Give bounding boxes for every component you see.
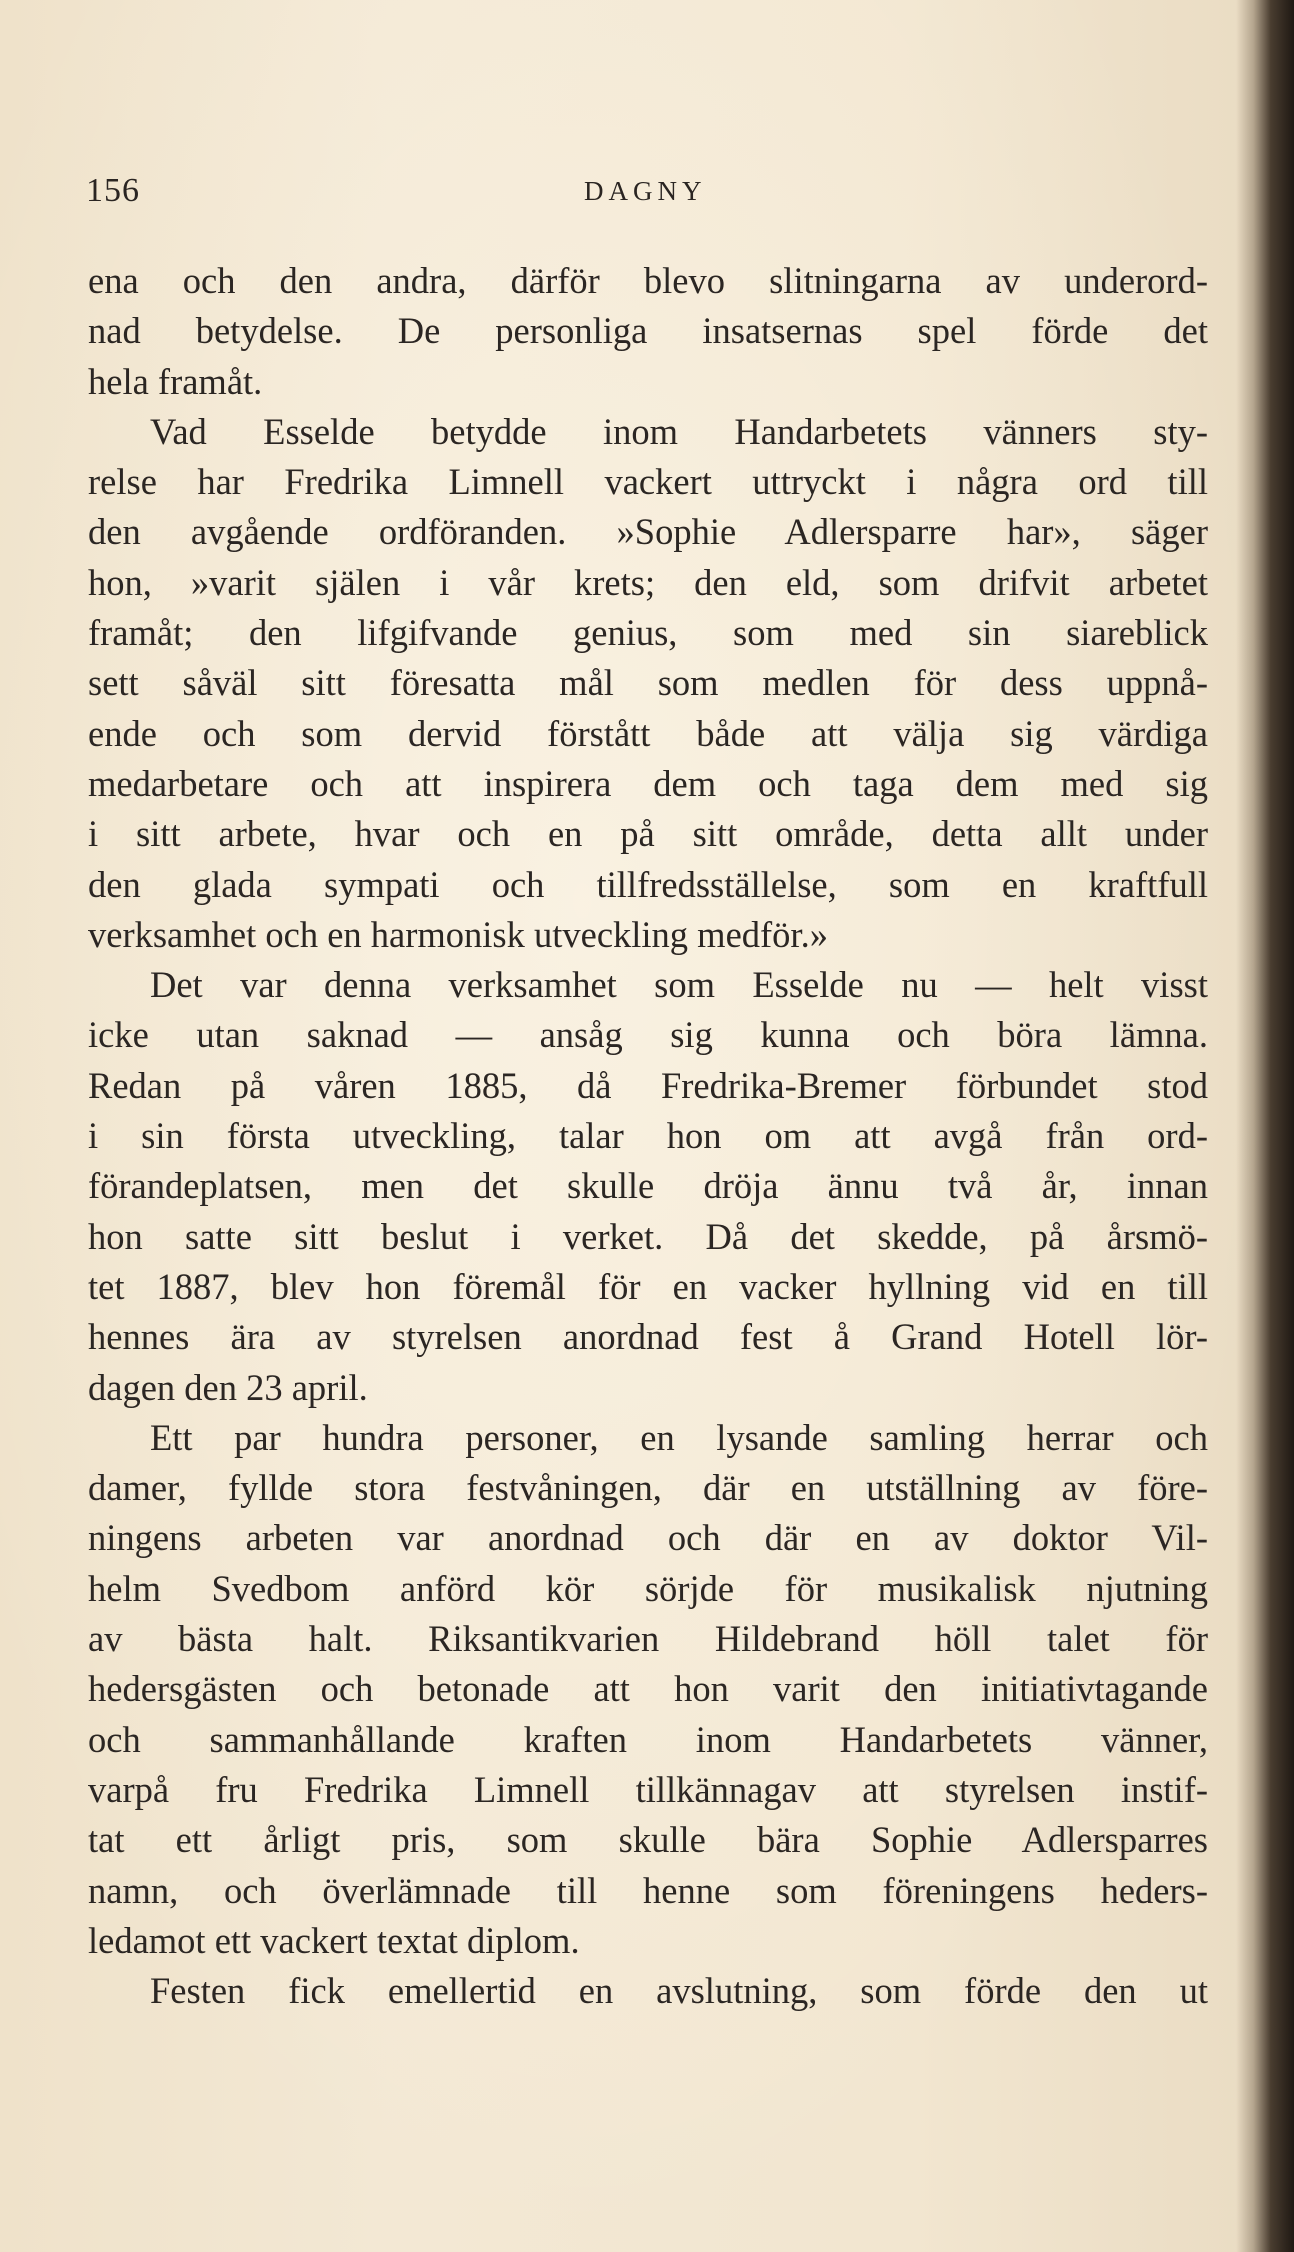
text-line: av bästa halt. Riksantikvarien Hildebrand höll talet för: [88, 1618, 1208, 1660]
running-head: DAGNY: [584, 176, 707, 206]
text-line: i sin första utveckling, talar hon om att avgå från ord-: [88, 1115, 1208, 1157]
text-line: helm Svedbom anförd kör sörjde för musikalisk njutning: [88, 1567, 1208, 1609]
text-line: ena och den andra, därför blevo slitningarna av underord-: [88, 260, 1208, 301]
text-line: hela framåt.: [88, 360, 263, 402]
text-line: hennes ära av styrelsen anordnad fest å Grand Hotell lör-: [88, 1316, 1208, 1358]
text-line: Redan på våren 1885, då Fredrika-Bremer förbundet stod: [88, 1064, 1208, 1106]
text-line: ningens arbeten var anordnad och där en av doktor Vil-: [88, 1517, 1208, 1559]
text-line: och sammanhållande kraften inom Handarbetets vänner,: [88, 1718, 1208, 1760]
text-line: medarbetare och att inspirera dem och taga dem med sig: [88, 762, 1208, 804]
text-line: damer, fyllde stora festvåningen, där en utställning av före-: [88, 1467, 1208, 1509]
book-spine-shadow: [1236, 0, 1294, 2252]
text-line: den avgående ordföranden. »Sophie Adlersparre har», säger: [88, 511, 1208, 553]
text-line: nad betydelse. De personliga insatsernas spel förde det: [88, 310, 1208, 352]
text-line: varpå fru Fredrika Limnell tillkännagav att styrelsen instif-: [88, 1768, 1208, 1810]
text-line: hedersgästen och betonade att hon varit den initiativtagande: [88, 1668, 1208, 1710]
text-line: tet 1887, blev hon föremål för en vacker hyllning vid en till: [88, 1265, 1208, 1307]
text-line: Festen fick emellertid en avslutning, som förde den ut: [150, 1970, 1208, 2012]
text-line: i sitt arbete, hvar och en på sitt område, detta allt under: [88, 813, 1208, 855]
text-line: ledamot ett vackert textat diplom.: [88, 1919, 580, 1961]
text-line: verksamhet och en harmonisk utveckling medför.»: [88, 913, 828, 955]
text-line: förandeplatsen, men det skulle dröja ännu två år, innan: [88, 1165, 1208, 1207]
text-line: relse har Fredrika Limnell vackert uttryckt i några ord till: [88, 461, 1208, 503]
text-line: hon satte sitt beslut i verket. Då det skedde, på årsmö-: [88, 1215, 1208, 1257]
text-line: Ett par hundra personer, en lysande samling herrar och: [150, 1416, 1208, 1458]
page-header: [86, 172, 1206, 222]
text-line: icke utan saknad — ansåg sig kunna och böra lämna.: [88, 1014, 1208, 1056]
text-line: hon, »varit själen i vår krets; den eld, som drifvit arbetet: [88, 561, 1208, 603]
text-line: den glada sympati och tillfredsställelse, som en kraftfull: [88, 863, 1208, 905]
text-line: tat ett årligt pris, som skulle bära Sophie Adlersparres: [88, 1819, 1208, 1861]
page-number: 156: [86, 172, 140, 209]
text-line: Vad Esselde betydde inom Handarbetets vänners sty-: [150, 410, 1208, 452]
text-line: dagen den 23 april.: [88, 1366, 368, 1408]
body-text: [88, 256, 1208, 2016]
text-line: ende och som dervid förstått både att välja sig värdiga: [88, 712, 1208, 754]
text-line: namn, och överlämnade till henne som föreningens heders-: [88, 1869, 1208, 1911]
text-line: Det var denna verksamhet som Esselde nu — helt visst: [150, 964, 1208, 1006]
text-line: framåt; den lifgifvande genius, som med sin siareblick: [88, 612, 1208, 654]
text-line: sett såväl sitt föresatta mål som medlen för dess uppnå-: [88, 662, 1208, 704]
